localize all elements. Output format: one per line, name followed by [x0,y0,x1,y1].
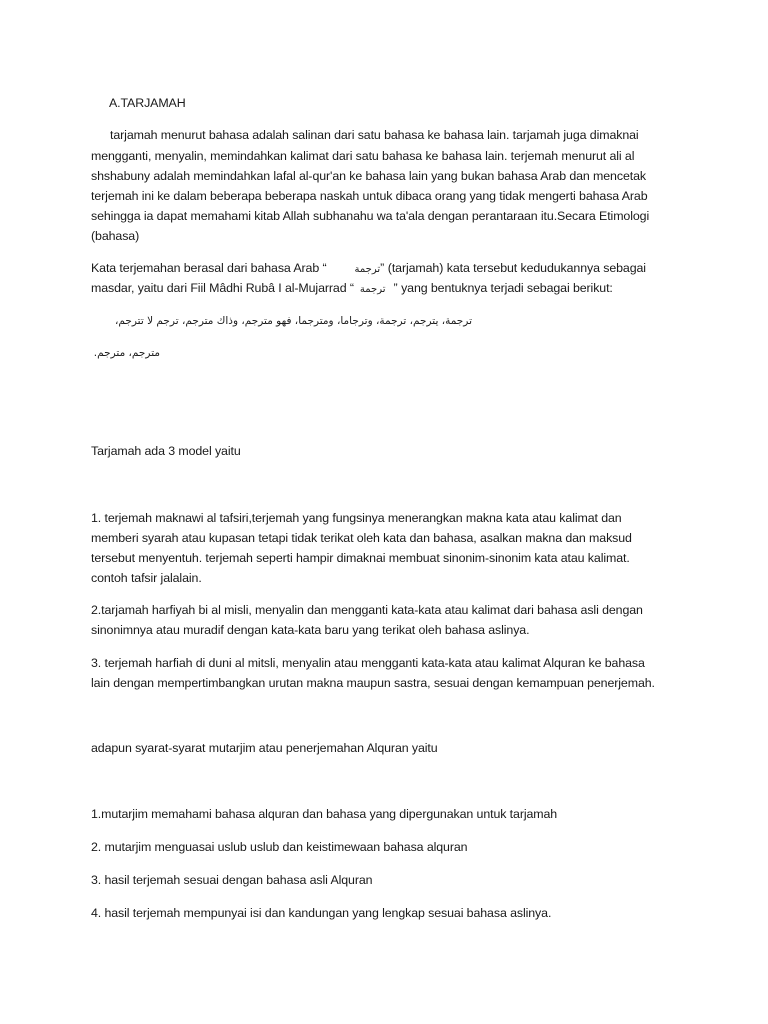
list-item-line: 2. mutarjim menguasai uslub uslub dan keistimewaan bahasa alquran [91,840,468,854]
text-segment: Kata terjemahan berasal dari bahasa Arab “ [91,261,327,275]
list-item-line: lain dengan mempertimbangkan urutan makna maupun sastra, sesuai dengan kemampuan penerjemah. [91,676,655,690]
paragraph-line: tarjamah menurut bahasa adalah salinan dari satu bahasa ke bahasa lain. tarjamah juga dimaknai [110,128,639,142]
paragraph-line: sehingga ia dapat memahami kitab Allah subhanahu wa ta'ala dengan perantaraan itu.Secara Etimologi [91,209,650,223]
text-segment: masdar, yaitu dari Fiil Mâdhi Rubâ I al-Mujarrad “ [91,281,354,295]
list-item-line: memberi syarah atau kupasan tetapi tidak terikat oleh kata dan bahasa, asalkan makna dan maksud [91,531,632,545]
list-item-line: sinonimnya atau muradif dengan kata-kata baru yang terikat oleh bahasa aslinya. [91,623,530,637]
arabic-line: ترجمة، يترجم، ترجمة، وترجاما، ومترجما، فهو مترجم، وذاك مترجم، ترجم لا تترجم، [115,315,472,327]
list-item-line: 4. hasil terjemah mempunyai isi dan kandungan yang lengkap sesuai bahasa aslinya. [91,906,552,920]
text-segment: ” yang bentuknya terjadi sebagai berikut: [393,281,613,295]
list-item-line: 3. terjemah harfiah di duni al mitsli, menyalin atau mengganti kata-kata atau kalimat Alquran ke bahasa [91,656,645,670]
list-item-line: contoh tafsir jalalain. [91,571,202,585]
list-item-line: 2.tarjamah harfiyah bi al misli, menyalin dan mengganti kata-kata atau kalimat dari bahasa asli dengan [91,603,643,617]
paragraph-line: shshabuny adalah memindahkan lafal al-qur'an ke bahasa lain yang bukan bahasa Arab dan mencetak [91,169,646,183]
paragraph-line [91,281,613,297]
paragraph-line: Tarjamah ada 3 model yaitu [91,444,241,458]
section-heading: A.TARJAMAH [109,96,186,110]
paragraph-line [91,261,646,277]
list-item-line: 1. terjemah maknawi al tafsiri,terjemah yang fungsinya menerangkan makna kata atau kalimat dan [91,511,622,525]
arabic-word: ترجمة [359,284,386,295]
list-item-line: 3. hasil terjemah sesuai dengan bahasa asli Alquran [91,873,373,887]
paragraph-line: adapun syarat-syarat mutarjim atau penerjemahan Alquran yaitu [91,741,438,755]
arabic-line: مترجم، مترجم. [93,347,160,359]
list-item-line: 1.mutarjim memahami bahasa alquran dan bahasa yang dipergunakan untuk tarjamah [91,807,558,821]
paragraph-line: mengganti, menyalin, memindahkan kalimat dari satu bahasa ke bahasa lain. terjemah menurut ali al [91,149,635,163]
list-item-line: tersebut menyentuh. terjemah seperti hampir dimaknai membuat sinonim-sinonim kata atau kalimat. [91,551,630,565]
paragraph-line: terjemah ini ke dalam beberapa beberapa naskah untuk dibaca orang yang tidak mengerti bahasa Arab [91,189,648,203]
arabic-word: ترجمة [354,264,381,275]
paragraph-line: (bahasa) [91,229,140,243]
text-segment: ” (tarjamah) kata tersebut kedudukannya sebagai [380,261,646,275]
